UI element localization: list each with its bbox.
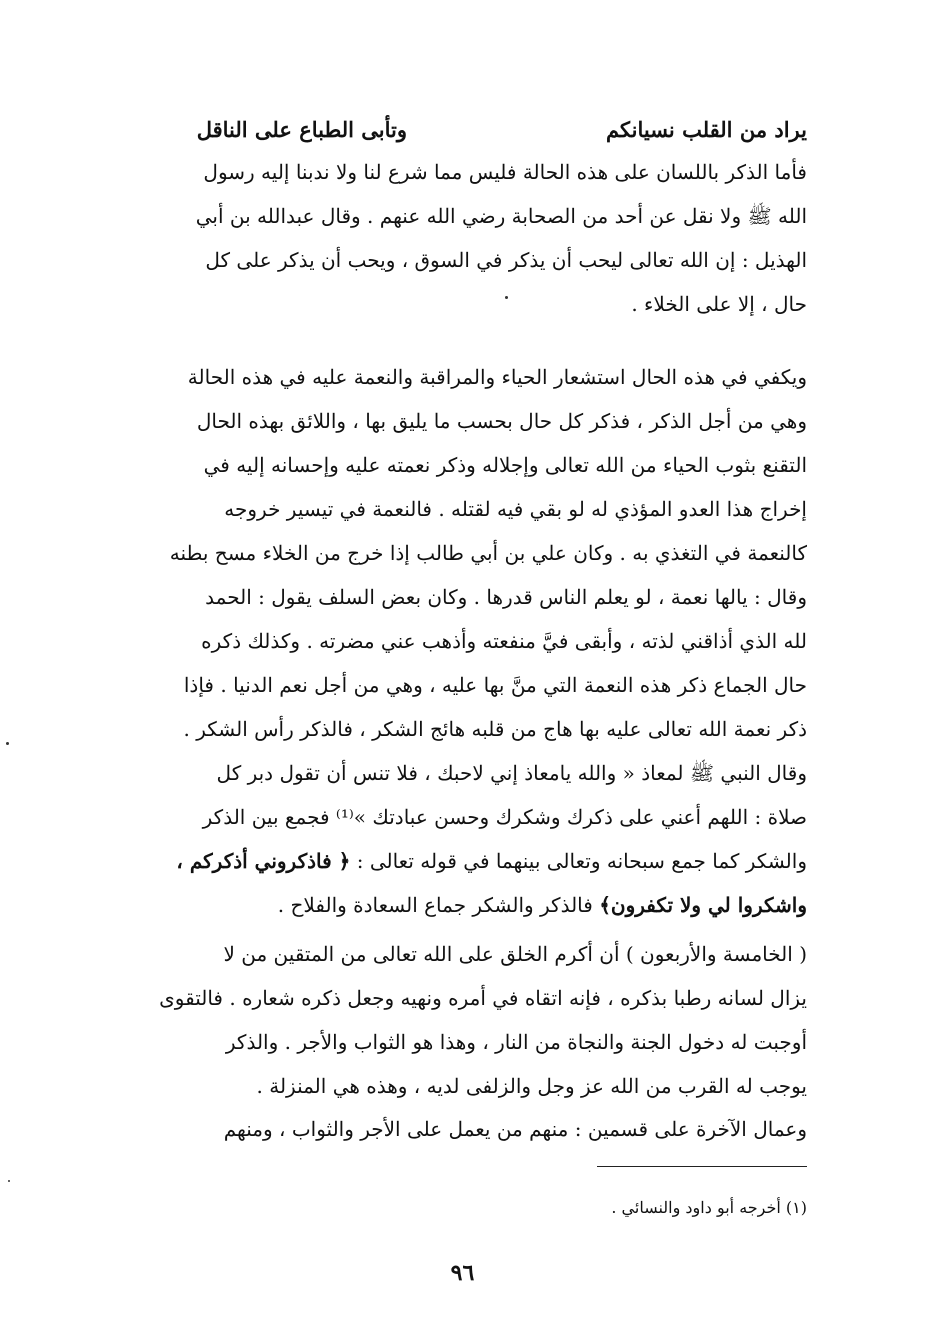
paragraph-line: ذكر نعمة الله تعالى عليه بها هاج من قلبه هائج الشكر ، فالذكر رأس الشكر . [183, 717, 807, 741]
paragraph-line: ويكفي في هذه الحال استشعار الحياء والمراقبة والنعمة عليه في هذه الحالة [187, 365, 807, 389]
quran-quote: واشكروا لي ولا تكفرون﴾ [599, 893, 807, 917]
footnote-separator [597, 1166, 807, 1167]
paragraph-line: حال ، إلا على الخلاء . [631, 292, 807, 316]
paragraph-line: يزال لسانه رطبا بذكره ، فإنه اتقاه في أمره ونهيه وجعل ذكره شعاره . فالتقوى [159, 986, 807, 1010]
paragraph-line: فأما الذكر باللسان على هذه الحالة فليس مما شرع لنا ولا ندبنا إليه رسول [203, 160, 807, 184]
paragraph-line: وهي من أجل الذكر ، فذكر كل حال بحسب ما يليق بها ، واللائق بهذه الحال [196, 409, 807, 433]
paragraph-line: إخراج هذا العدو المؤذي له لو بقي فيه لقتله . فالنعمة في تيسير خروجه [224, 497, 807, 521]
footnote: (١) أخرجه أبو داود والنسائي . [611, 1198, 807, 1217]
verse-first-hemistich: يراد من القلب نسيانكم [606, 117, 807, 142]
paragraph-3 [117, 932, 807, 1108]
paragraph-line: وعمال الآخرة على قسمين : منهم من يعمل على الأجر والثواب ، ومنهم [223, 1117, 807, 1141]
page-number: ٩٦ [450, 1260, 475, 1286]
paragraph-line: لله الذي أذاقني لذته ، وأبقى فيَّ منفعته وأذهب عني مضرته . وكذلك ذكره [201, 629, 807, 653]
paragraph-1 [117, 150, 807, 326]
quran-verse-line: واشكروا لي ولا تكفرون﴾ فالذكر والشكر جماع السعادة والفلاح . [277, 893, 807, 917]
verse-couplet [117, 108, 807, 152]
paragraph-2 [117, 355, 807, 927]
paragraph-line: كالنعمة في التغذي به . وكان علي بن أبي طالب إذا خرج من الخلاء مسح بطنه [169, 541, 807, 565]
scan-speck [505, 296, 508, 299]
verse-second-hemistich: وتأبى الطباع على الناقل [196, 117, 407, 142]
paragraph-line: أوجبت له دخول الجنة والنجاة من النار ، وهذا هو الثواب والأجر . والذكر [225, 1030, 807, 1054]
paragraph-4 [117, 1107, 807, 1151]
scan-speck [6, 742, 9, 745]
paragraph-line: ( الخامسة والأربعون ) أن أكرم الخلق على الله تعالى من المتقين من لا [223, 942, 807, 966]
paragraph-line: والشكر كما جمع سبحانه وتعالى بينهما في قوله تعالى : ﴿ فاذكروني أذكركم ، [176, 849, 807, 873]
scan-speck [8, 1180, 10, 1182]
paragraph-line: وقال النبي ﷺ لمعاذ « والله يامعاذ إني لاحبك ، فلا تنس أن تقول دبر كل [216, 761, 807, 785]
paragraph-line: الهذيل : إن الله تعالى ليحب أن يذكر في السوق ، ويحب أن يذكر على كل [205, 248, 807, 272]
paragraph-line: صلاة : اللهم أعني على ذكرك وشكرك وحسن عبادتك »⁽¹⁾ فجمع بين الذكر [202, 805, 807, 829]
paragraph-line: حال الجماع ذكر هذه النعمة التي منَّ بها عليه ، وهي من أجل نعم الدنيا . فإذا [183, 673, 807, 697]
paragraph-line: التقنع بثوب الحياء من الله تعالى وإجلاله وذكر نعمته عليه وإحسانه إليه في [203, 453, 807, 477]
quran-quote: ﴿ فاذكروني أذكركم ، [176, 849, 351, 873]
paragraph-line: يوجب له القرب من الله عز وجل والزلفى لديه ، وهذه هي المنزلة . [256, 1074, 807, 1098]
paragraph-line: وقال : يالها نعمة ، لو يعلم الناس قدرها . وكان بعض السلف يقول : الحمد [205, 585, 807, 609]
paragraph-line: الله ﷺ ولا نقل عن أحد من الصحابة رضي الله عنهم . وقال عبدالله بن أبي [195, 204, 807, 228]
